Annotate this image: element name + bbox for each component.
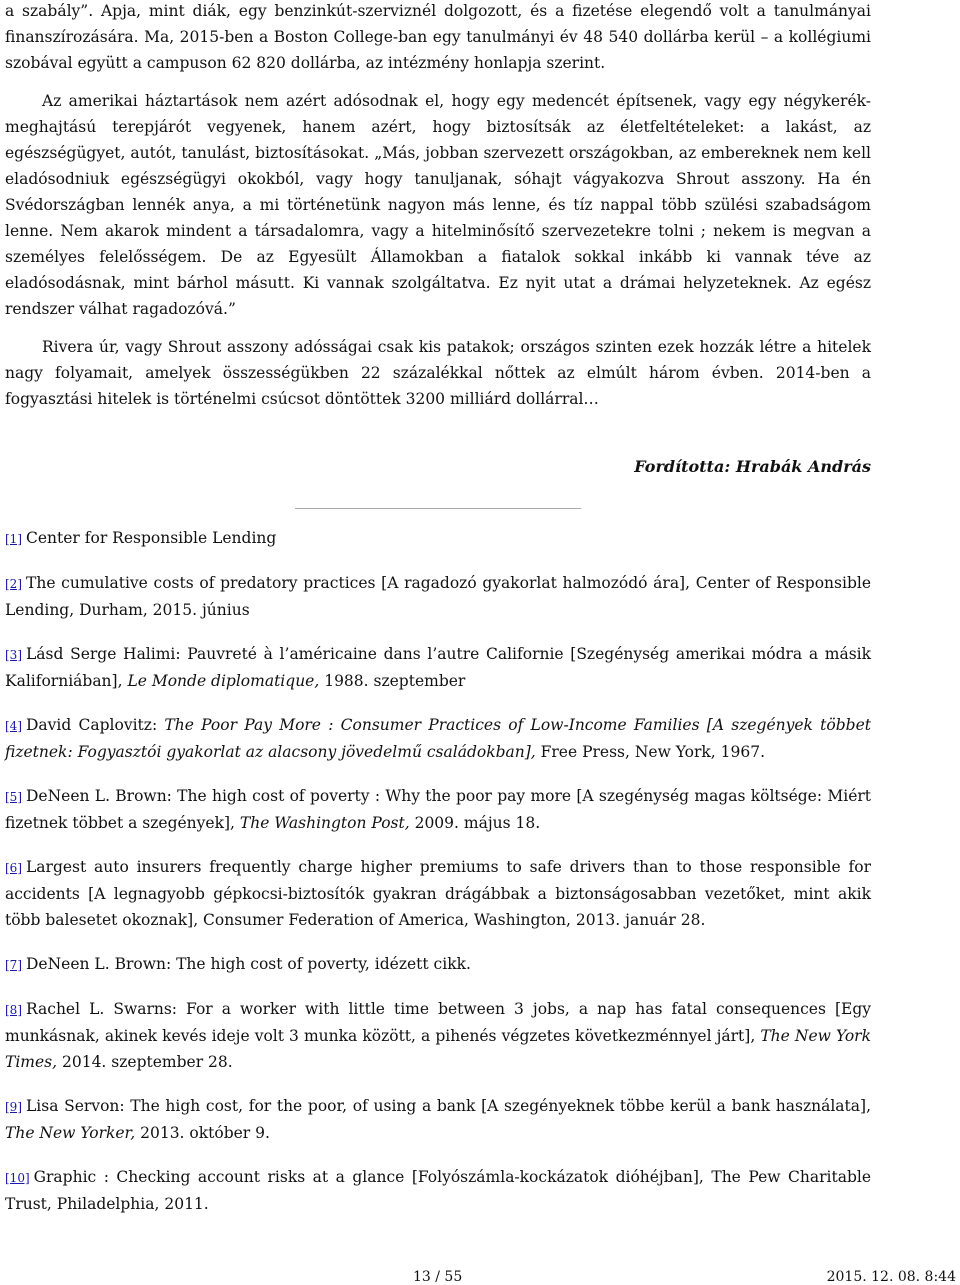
footnote [5,570,871,623]
footnote-date: 2009. május 18. [409,814,541,832]
footnote-date: 1988. szeptember [319,672,466,690]
footnote-source-title: The New York Times, [5,1027,871,1071]
footnote-link[interactable]: [9] [5,1100,22,1114]
footnote-text: Lisa Servon: The high cost, for the poor, of using a bank [A szegényeknek többe kerül a bank használata], [26,1097,871,1115]
page-footer [0,1270,960,1284]
footnote-source-title: The Washington Post, [239,814,410,832]
paragraph-quote: Az amerikai háztartások nem azért adósodnak el, hogy egy medencét építsenek, vagy egy négykerék-meghajtású terepjárót vegyenek, hanem azért, hogy biztosítsák az életfeltételeket: a lakást, az egészségügyet, autót, tanulást, biztosításokat. „Más, jobban szervezett országokban, az embereknek nem kell eladósodniuk egészségügyi okokból, vagy hogy tanuljanak, sóhajt vágyakozva Shrout asszony. Ha én Svédországban lennék anya, a mi történetünk nagyon más lenne, és tíz nappal több szülési szabadságom lenne. Nem akarok mindent a társadalomra, vagy a hitelminősítő szervezetekre tolni ; nekem is megvan a személyes felelősségem. De az Egyesült Államokban a fiatalok sokkal inkább ki vannak téve az eladósodásnak, mint bárhol másutt. Ki vannak szolgáltatva. Ez nyit utat a drámai helyzeteknek. Az egész rendszer válhat ragadozóvá.” [5,92,871,318]
footnote-source-title: The New Yorker, [5,1124,136,1142]
footnote-link[interactable]: [5] [5,790,22,804]
paragraph-intro: a szabály”. Apja, mint diák, egy benzinkút-szerviznél dolgozott, és a fizetése elegendő volt a tanulmányai finanszírozására. Ma, 2015-ben a Boston College-ban egy tanulmányi év 48 540 dollárba kerül – a kollégiumi szobával együtt a campuson 62 820 dollárba, az intézmény honlapja szerint. [5,2,871,72]
footnote [5,525,871,552]
footnote-source-title: Le Monde diplomatique, [127,672,320,690]
footnote-text: DeNeen L. Brown: The high cost of poverty, idézett cikk. [26,955,471,973]
footnote [5,783,871,836]
footnote-text: Graphic : Checking account risks at a glance [Folyószámla-kockázatok dióhéjban], The Pew Charitable Trust, Philadelphia, 2011. [5,1168,871,1213]
footnote-date: 2013. október 9. [135,1124,270,1142]
footnote [5,641,871,694]
footnote [5,1093,871,1146]
footnote [5,712,871,765]
footnote-text: The cumulative costs of predatory practices [A ragadozó gyakorlat halmozódó ára], Center of Responsible Lending, Durham, 2015. június [5,574,871,619]
footnote-link[interactable]: [8] [5,1003,22,1017]
paragraph-rivera: Rivera úr, vagy Shrout asszony adósságai csak kis patakok; országos szinten ezek hozzák létre a hitelek nagy folyamait, amelyek összességükben 22 százalékkal nőttek az elmúlt három évben. 2014-ben a fogyasztási hitelek is történelmi csúcsot döntöttek 3200 milliárd dollárral… [5,338,871,408]
footnote [5,996,871,1075]
footnote-divider [295,508,581,509]
footnote-date: 2014. szeptember 28. [57,1053,233,1071]
footnote [5,1164,871,1217]
footnote-date: Free Press, New York, 1967. [535,743,766,761]
footnote-text: Lásd Serge Halimi: Pauvreté à l’américaine dans l’autre Californie [Szegénység amerikai módra a másik Kaliforniában], [5,645,871,690]
footnote-link[interactable]: [10] [5,1171,30,1185]
footnote-source-title: The Poor Pay More : Consumer Practices of Low-Income Families [A szegények többet fizetnek: Fogyasztói gyakorlat az alacsony jövedelmű családokban], [5,716,871,761]
footnote-link[interactable]: [1] [5,532,22,546]
document-page [5,0,871,1235]
footnote-link[interactable]: [4] [5,719,22,733]
footnote-link[interactable]: [3] [5,648,22,662]
footnote-link[interactable]: [7] [5,958,22,972]
footnote-text: Largest auto insurers frequently charge higher premiums to safe drivers than to those responsible for accidents [A legnagyobb gépkocsi-biztosítók gyakran drágábbak a biztonságosabban vezetőket, mint akik több balesetet okoznak], Consumer Federation of America, Washington, 2013. január 28. [5,858,871,929]
footnote-text: Rachel L. Swarns: For a worker with little time between 3 jobs, a nap has fatal consequences [Egy munkásnak, akinek kevés ideje volt 3 munka között, a pihenés végzetes következménnyel járt], [5,1000,871,1045]
footnote-link[interactable]: [2] [5,577,22,591]
page-number: 13 / 55 [413,1269,463,1285]
translator-credit: Fordította: Hrabák András [634,457,871,476]
footnote-text: Center for Responsible Lending [26,529,277,547]
footnote-text: David Caplovitz: [26,716,165,734]
footnote [5,951,871,978]
print-timestamp: 2015. 12. 08. 8:44 [826,1269,956,1285]
footnote-link[interactable]: [6] [5,861,22,875]
footnotes [5,525,871,1217]
footnote [5,854,871,933]
footnote-text: DeNeen L. Brown: The high cost of poverty : Why the poor pay more [A szegénység magas költsége: Miért fizetnek többet a szegények], [5,787,871,832]
